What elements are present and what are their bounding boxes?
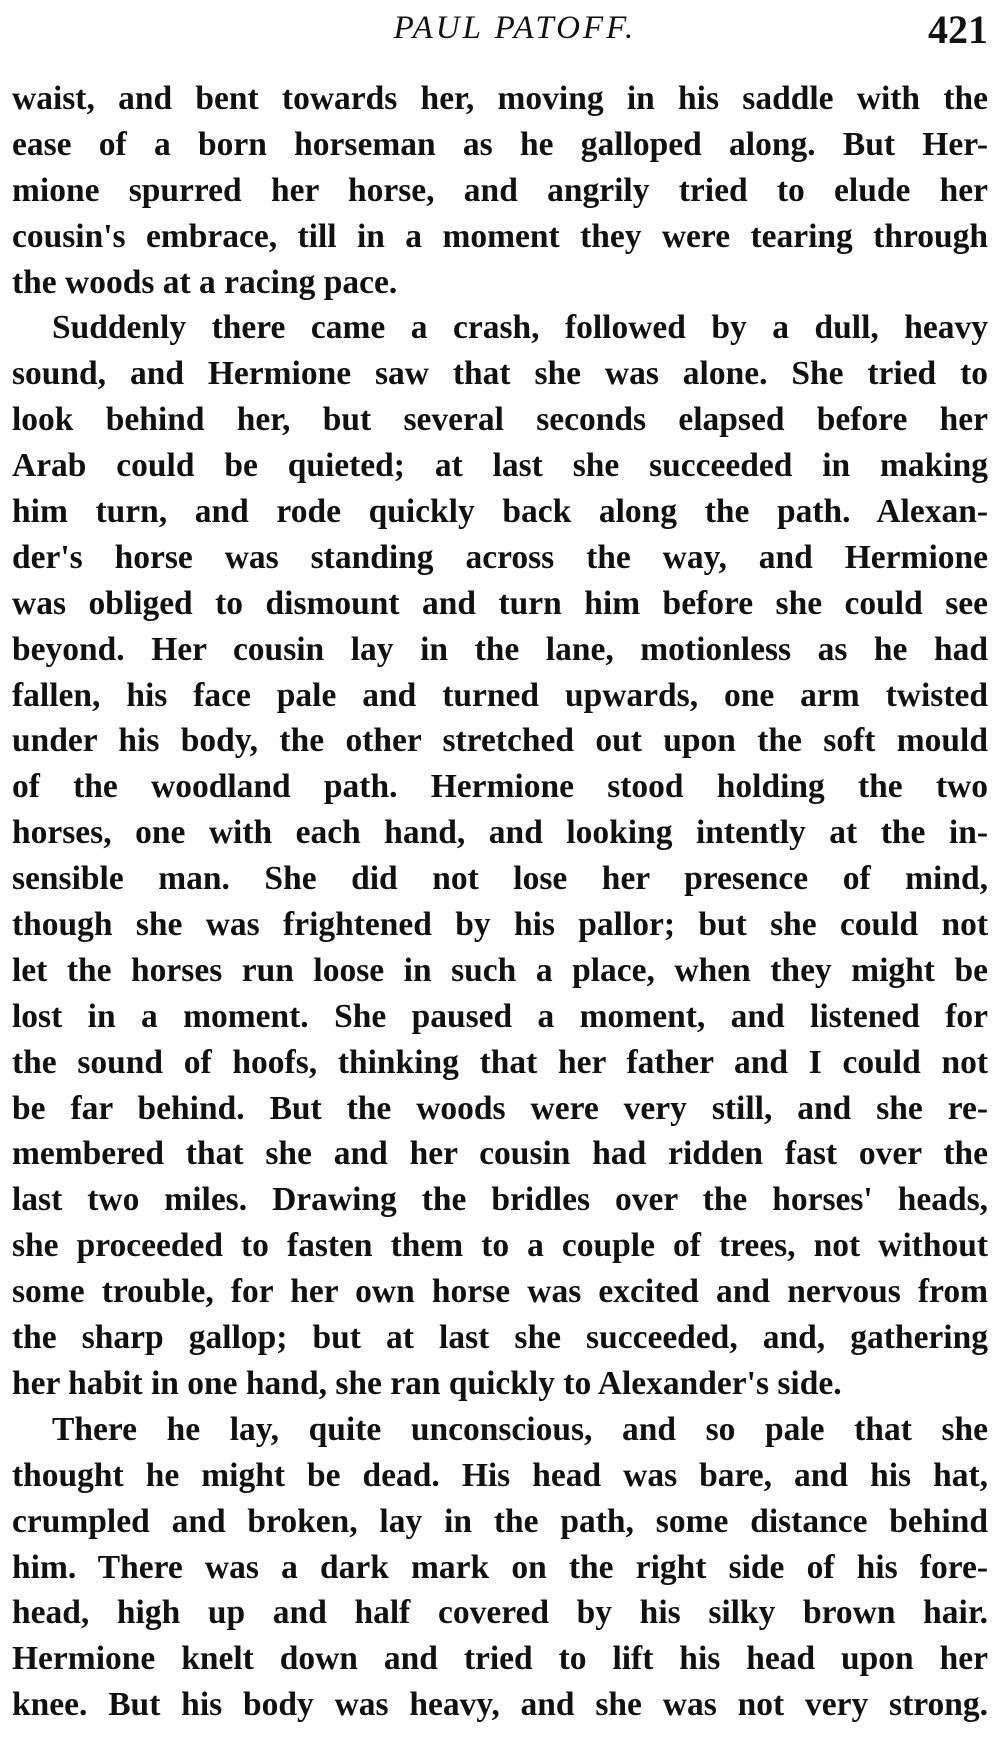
text-line: some trouble, for her own horse was excited and nervous from [12, 1273, 988, 1311]
text-line: look behind her, but several seconds elapsed before her [12, 401, 988, 439]
text-line: head, high up and half covered by his silky brown hair. [12, 1594, 988, 1632]
text-line: she proceeded to fasten them to a couple of trees, not without [12, 1227, 988, 1265]
text-line: the sharp gallop; but at last she succeeded, and, gathering [12, 1319, 988, 1357]
running-title: PAUL PATOFF. [393, 10, 637, 46]
text-line: let the horses run loose in such a place, when they might be [12, 951, 988, 989]
text-line: ease of a born horseman as he galloped along. But Her- [12, 125, 988, 163]
text-line: There he lay, quite unconscious, and so pale that she [52, 1410, 988, 1448]
text-line: waist, and bent towards her, moving in his saddle with the [12, 80, 988, 117]
page-number: 421 [928, 7, 988, 52]
text-line: Hermione knelt down and tried to lift his head upon her [12, 1640, 988, 1678]
text-line: Arab could be quieted; at last she succeeded in making [12, 447, 988, 485]
text-line: knee. But his body was heavy, and she was not very strong. [12, 1686, 988, 1724]
text-line: of the woodland path. Hermione stood holding the two [12, 768, 988, 806]
text-line: lost in a moment. She paused a moment, and listened for [12, 997, 988, 1035]
text-line: sound, and Hermione saw that she was alone. She tried to [12, 355, 988, 393]
text-line: him turn, and rode quickly back along the path. Alexan- [12, 493, 988, 531]
text-line: mione spurred her horse, and angrily tried to elude her [12, 171, 988, 209]
text-line: him. There was a dark mark on the right side of his fore- [12, 1548, 988, 1586]
body-text [12, 76, 988, 1728]
text-line: membered that she and her cousin had ridden fast over the [12, 1135, 988, 1173]
text-line: horses, one with each hand, and looking intently at the in- [12, 814, 988, 852]
text-line: the woods at a racing pace. [12, 263, 398, 301]
text-line: be far behind. But the woods were very still, and she re- [12, 1089, 988, 1127]
text-line: Suddenly there came a crash, followed by a dull, heavy [52, 309, 988, 347]
text-line: cousin's embrace, till in a moment they were tearing through [12, 217, 988, 255]
text-line: sensible man. She did not lose her presence of mind, [12, 860, 988, 898]
text-line: thought he might be dead. His head was bare, and his hat, [12, 1456, 988, 1494]
running-head [12, 6, 988, 62]
text-line: her habit in one hand, she ran quickly to Alexander's side. [12, 1364, 842, 1402]
text-line: beyond. Her cousin lay in the lane, motionless as he had [12, 630, 988, 668]
text-line: though she was frightened by his pallor; but she could not [12, 906, 988, 944]
text-line: der's horse was standing across the way, and Hermione [12, 538, 988, 576]
text-line: crumpled and broken, lay in the path, some distance behind [12, 1502, 988, 1540]
text-line: the sound of hoofs, thinking that her father and I could not [12, 1043, 988, 1081]
text-line: was obliged to dismount and turn him before she could see [12, 584, 988, 622]
text-line: fallen, his face pale and turned upwards, one arm twisted [12, 676, 988, 714]
text-line: last two miles. Drawing the bridles over the horses' heads, [12, 1181, 988, 1219]
text-line: under his body, the other stretched out upon the soft mould [12, 722, 988, 760]
